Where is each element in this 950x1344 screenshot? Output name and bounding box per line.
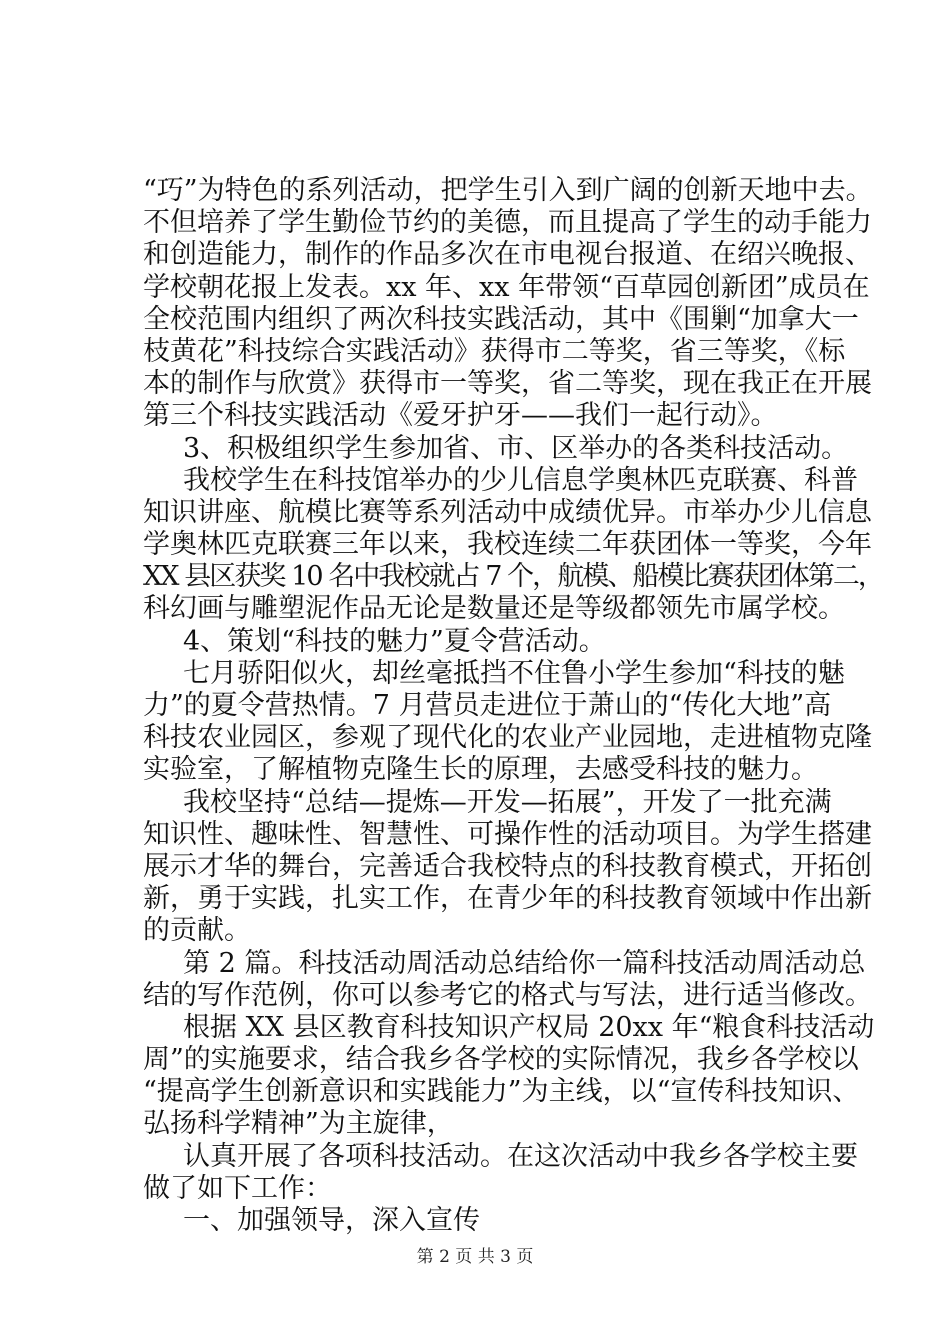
text-line: 根据 XX 县区教育科技知识产权局 20xx 年“粮食科技活动 [183, 1011, 875, 1043]
text-line: 展示才华的舞台，完善适合我校特点的科技教育模式，开拓创 [143, 850, 872, 882]
text-line: 第三个科技实践活动《爱牙护牙——我们一起行动》。 [143, 400, 778, 432]
text-line: 实验室，了解植物克隆生长的原理，去感受科技的魅力。 [143, 754, 818, 786]
text-line: 结的写作范例，你可以参考它的格式与写法，进行适当修改。 [143, 979, 872, 1011]
text-line: 学奥林匹克联赛三年以来，我校连续二年获团体一等奖，今年 [143, 529, 872, 561]
text-line: 全校范围内组织了两次科技实践活动，其中《围剿“加拿大一 [143, 303, 859, 335]
text-line: “提高学生创新意识和实践能力”为主线，以“宣传科技知识、 [143, 1076, 860, 1108]
text-line: 知识讲座、航模比赛等系列活动中成绩优异。市举办少儿信息 [143, 496, 872, 528]
text-line: 不但培养了学生勤俭节约的美德，而且提高了学生的动手能力 [143, 207, 872, 239]
section-heading: 一、加强领导，深入宣传 [183, 1205, 480, 1236]
text-line: 我校学生在科技馆举办的少儿信息学奥林匹克联赛、科普 [183, 464, 858, 496]
text-line: XX 县区获奖 10 名中我校就占 7 个，航模、船模比赛获团体第二， [143, 561, 883, 593]
page-number-footer: 第 2 页 共 3 页 [416, 1247, 534, 1267]
text-line: 第 2 篇。科技活动周活动总结给你一篇科技活动周活动总 [183, 947, 866, 979]
text-line: 七月骄阳似火，却丝毫抵挡不住鲁小学生参加“科技的魅 [183, 657, 845, 689]
text-line: “巧”为特色的系列活动，把学生引入到广阔的创新天地中去。 [143, 175, 873, 206]
text-line: 我校坚持“总结—提炼—开发—拓展”，开发了一批充满 [183, 786, 832, 818]
text-line: 本的制作与欣赏》获得市一等奖，省二等奖，现在我正在开展 [143, 368, 872, 400]
section-heading: 4、策划“科技的魅力”夏令营活动。 [183, 625, 606, 657]
text-line: 学校朝花报上发表。xx 年、xx 年带领“百草园创新团”成员在 [143, 271, 870, 303]
text-line: 周”的实施要求，结合我乡各学校的实际情况，我乡各学校以 [143, 1044, 859, 1076]
text-line: 力”的夏令营热情。7 月营员走进位于萧山的“传化大地”高 [143, 690, 832, 721]
section-heading: 3、积极组织学生参加省、市、区举办的各类科技活动。 [183, 432, 849, 464]
text-line: 枝黄花”科技综合实践活动》获得市二等奖，省三等奖，《标 [143, 335, 846, 367]
text-line: 做了如下工作： [143, 1172, 332, 1204]
text-line: 和创造能力，制作的作品多次在市电视台报道、在绍兴晚报、 [143, 239, 872, 271]
text-line: 知识性、趣味性、智慧性、可操作性的活动项目。为学生搭建 [143, 818, 872, 850]
text-line: 认真开展了各项科技活动。在这次活动中我乡各学校主要 [183, 1140, 858, 1172]
text-line: 弘扬科学精神”为主旋律， [143, 1108, 454, 1140]
text-line: 的贡献。 [143, 915, 251, 947]
document-body [143, 175, 883, 1237]
text-line: 新，勇于实践，扎实工作，在青少年的科技教育领域中作出新 [143, 883, 872, 915]
text-line: 科技农业园区，参观了现代化的农业产业园地，走进植物克隆 [143, 722, 872, 754]
text-line: 科幻画与雕塑泥作品无论是数量还是等级都领先市属学校。 [143, 593, 845, 625]
